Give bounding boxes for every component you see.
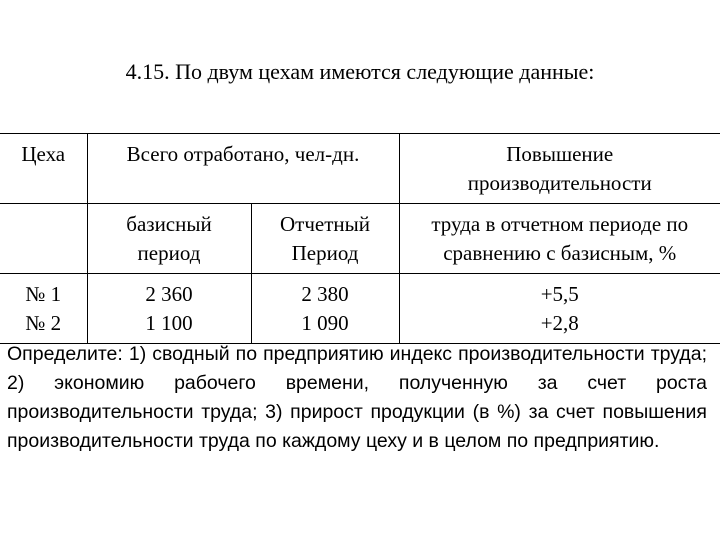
subheader-productivity-line2: сравнению с базисным, % [443,241,677,265]
header-productivity [399,134,720,204]
subheader-report-line1: Отчетный [280,212,370,236]
base-cell [87,274,251,344]
table-header-row [0,134,720,204]
increase-1: +5,5 [540,282,579,306]
increase-2: +2,8 [540,311,579,335]
subheader-empty [0,204,87,274]
table-row [0,274,720,344]
page-title: 4.15. По двум цехам имеются следующие данные: [125,59,595,84]
base-2: 1 100 [145,311,193,335]
shop-2: № 2 [25,311,62,335]
data-table [0,133,720,344]
subheader-productivity-line1: труда в отчетном периоде по [431,212,689,236]
problem-statement: Определите: 1) сводный по предприятию индекс производительности труда; 2) экономию рабочего времени, полученную за счет роста производительности труда; 3) прирост продукции (в %) за счет повышения производительности труда по каждому цеху и в целом по предприятию. [7,343,707,452]
header-productivity-line1: Повышение [506,142,614,166]
header-shops-label: Цеха [21,142,66,166]
header-worked-days [87,134,399,204]
header-shops [0,134,87,204]
subheader-base-line2: период [137,241,201,265]
subheader-base-period [87,204,251,274]
increase-cell [399,274,720,344]
subheader-base-line1: базисный [126,212,212,236]
shop-cell [0,274,87,344]
base-1: 2 360 [145,282,193,306]
subheader-report-line2: Период [291,241,359,265]
report-2: 1 090 [301,311,349,335]
header-productivity-line2: производительности [467,171,652,195]
shop-1: № 1 [25,282,62,306]
subheader-productivity-detail [399,204,720,274]
report-1: 2 380 [301,282,349,306]
table-subheader-row [0,204,720,274]
header-worked-days-label: Всего отработано, чел-дн. [126,142,360,166]
subheader-report-period [251,204,399,274]
report-cell [251,274,399,344]
